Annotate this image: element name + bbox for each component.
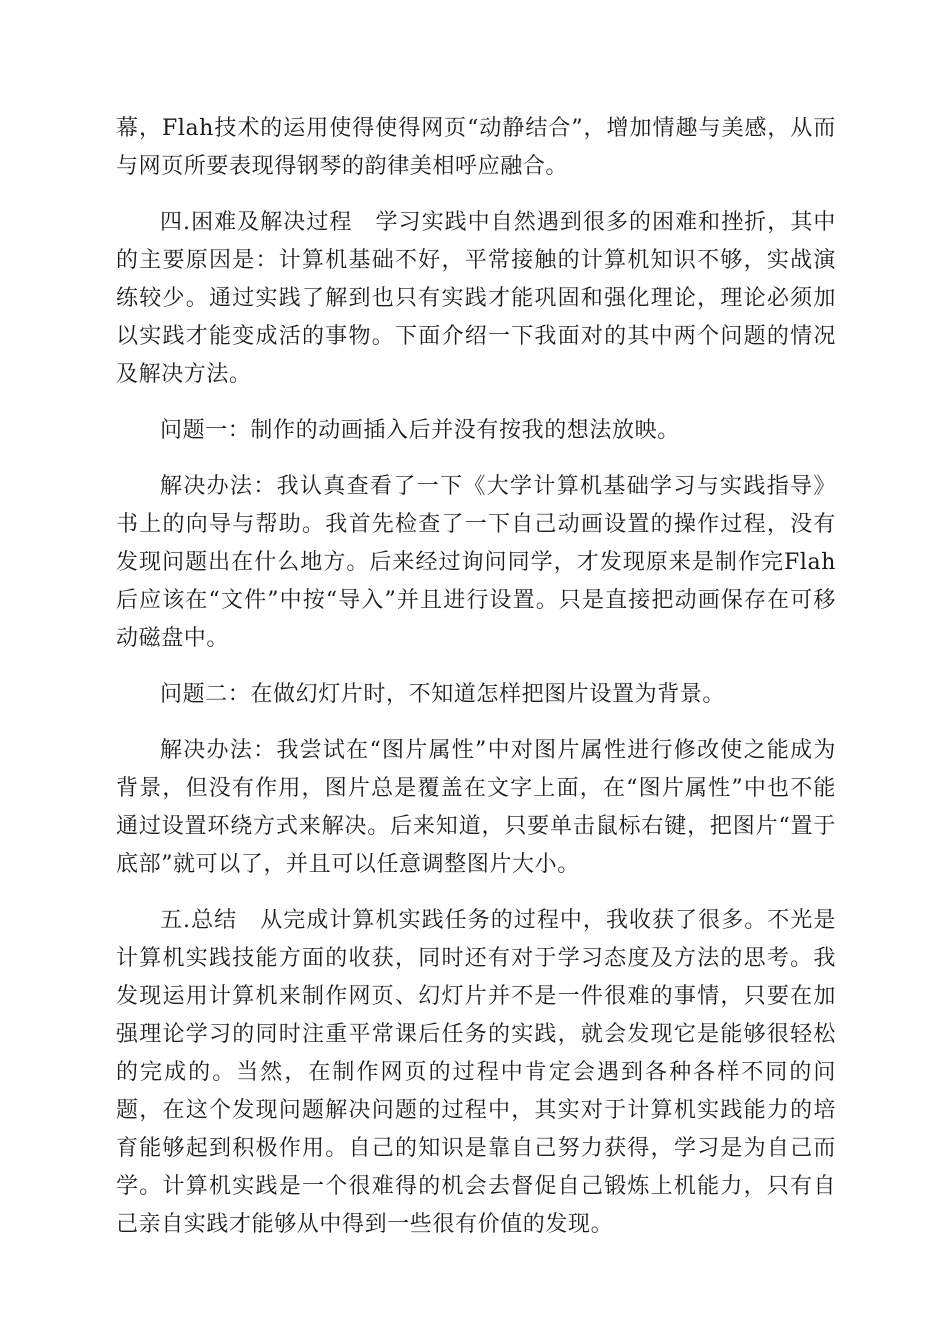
paragraph-solution-one: 解决办法：我认真查看了一下《大学计算机基础学习与实践指导》书上的向导与帮助。我首先检查了一下自己动画设置的操作过程，没有发现问题出在什么地方。后来经过询问同学，才发现原来是制作完Flah后应该在“文件”中按“导入”并且进行设置。只是直接把动画保存在可移动磁盘中。: [116, 474, 836, 651]
paragraph-continuation: 幕，Flah技术的运用使得使得网页“动静结合”，增加情趣与美感，从而与网页所要表现得钢琴的韵律美相呼应融合。: [116, 116, 836, 179]
document-page: [116, 110, 836, 1262]
paragraph-solution-two: 解决办法：我尝试在“图片属性”中对图片属性进行修改使之能成为背景，但没有作用，图片总是覆盖在文字上面，在“图片属性”中也不能通过设置环绕方式来解决。后来知道，只要单击鼠标右键，把图片“置于底部”就可以了，并且可以任意调整图片大小。: [116, 738, 836, 877]
paragraph-difficulties: 四.困难及解决过程 学习实践中自然遇到很多的困难和挫折，其中的主要原因是：计算机基础不好，平常接触的计算机知识不够，实战演练较少。通过实践了解到也只有实践才能巩固和强化理论，理论必须加以实践才能变成活的事物。下面介绍一下我面对的其中两个问题的情况及解决方法。: [116, 210, 836, 387]
paragraph-problem-two: 问题二：在做幻灯片时，不知道怎样把图片设置为背景。: [160, 682, 726, 707]
paragraph-problem-one: 问题一：制作的动画插入后并没有按我的想法放映。: [160, 418, 680, 443]
paragraph-summary: 五.总结 从完成计算机实践任务的过程中，我收获了很多。不光是计算机实践技能方面的收获，同时还有对于学习态度及方法的思考。我发现运用计算机来制作网页、幻灯片并不是一件很难的事情，只要在加强理论学习的同时注重平常课后任务的实践，就会发现它是能够很轻松的完成的。当然，在制作网页的过程中肯定会遇到各种各样不同的问题，在这个发现问题解决问题的过程中，其实对于计算机实践能力的培育能够起到积极作用。自己的知识是靠自己努力获得，学习是为自己而学。计算机实践是一个很难得的机会去督促自己锻炼上机能力，只有自己亲自实践才能够从中得到一些很有价值的发现。: [116, 908, 836, 1237]
